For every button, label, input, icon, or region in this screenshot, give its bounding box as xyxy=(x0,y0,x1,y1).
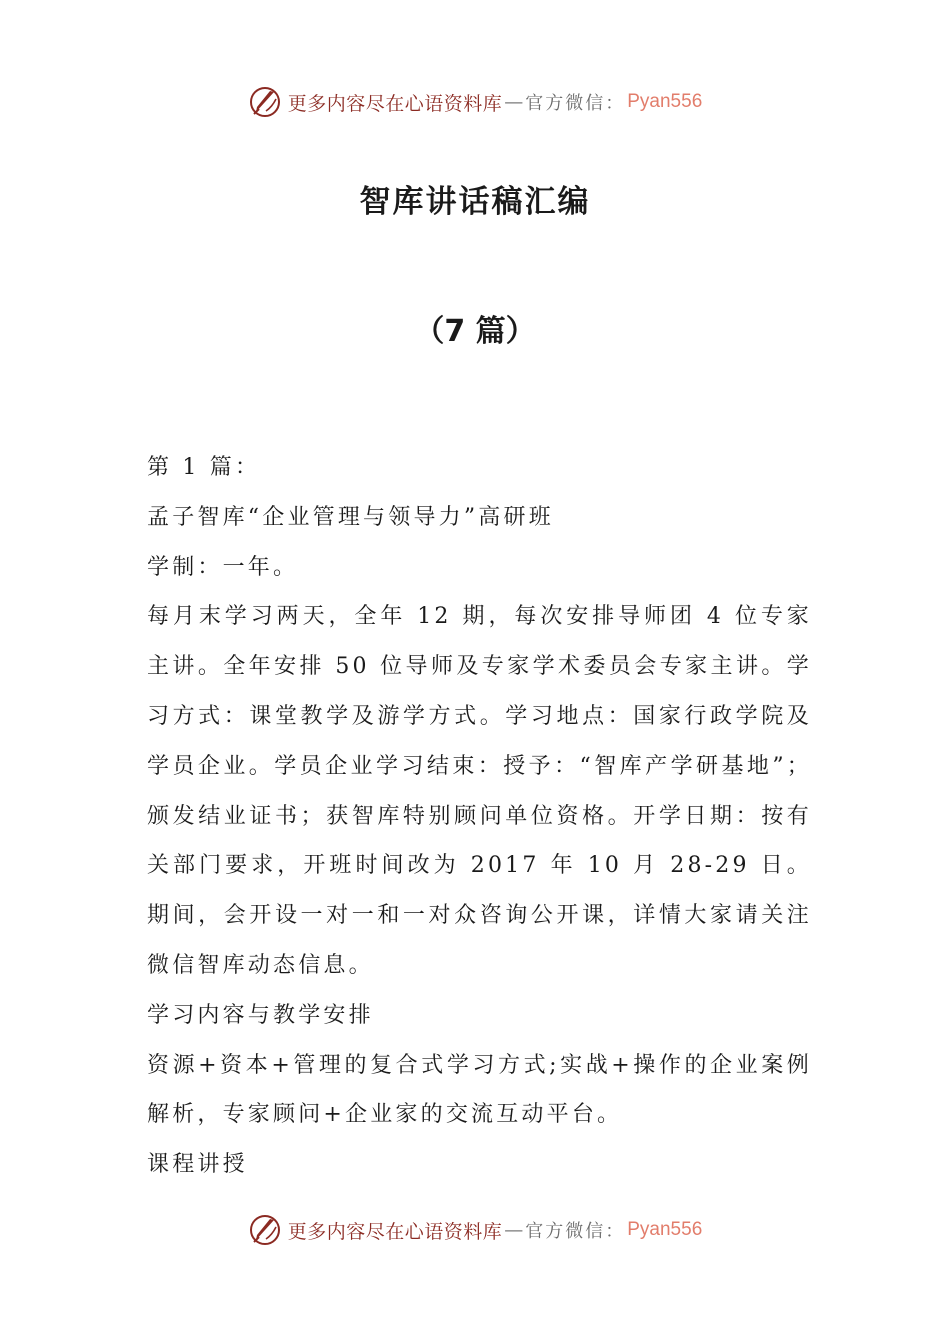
footer-watermark-banner xyxy=(0,1208,950,1252)
paragraph-learning-format: 资源+资本+管理的复合式学习方式;实战+操作的企业案例解析，专家顾问+企业家的交流互动平台。 xyxy=(147,1052,812,1128)
paragraph-content-heading: 学习内容与教学安排 xyxy=(147,1002,374,1028)
banner-brand-text: 更多内容尽在心语资料库 xyxy=(287,1220,503,1243)
paragraph-program-name: 孟子智库“企业管理与领导力”高研班 xyxy=(147,504,554,530)
banner-wechat-id: Pyan556 xyxy=(627,1219,703,1240)
paragraph-course-heading: 课程讲授 xyxy=(147,1152,248,1178)
document-subtitle: （7 篇） xyxy=(414,314,536,349)
banner-separator: — xyxy=(504,91,524,113)
banner-wechat-label: 官方微信： xyxy=(525,93,626,114)
paragraph-chapter-heading: 第 1 篇： xyxy=(147,455,261,480)
document-body xyxy=(147,443,812,1190)
quill-pen-icon xyxy=(248,85,282,119)
banner-wechat-id: Pyan556 xyxy=(627,91,703,112)
banner-brand-text: 更多内容尽在心语资料库 xyxy=(287,92,503,115)
paragraph-program-details: 每月末学习两天，全年 12 期，每次安排导师团 4 位专家主讲。全年安排 50 位导师及专家学术委员会专家主讲。学习方式：课堂教学及游学方式。学习地点：国家行政学院及学员企业。学员企业学习结束：授予：“智库产学研基地”；颁发结业证书；获智库特别顾问单位资格。开学日期：按有关部门要求，开班时间改为 2017 年 10 月 28-29 日。期间，会开设一对一和一对众咨询公开课，详情大家请关注微信智库动态信息。 xyxy=(147,604,812,978)
header-watermark-banner xyxy=(0,80,950,124)
quill-pen-icon xyxy=(248,1213,282,1247)
paragraph-duration: 学制：一年。 xyxy=(147,554,299,580)
banner-separator: — xyxy=(504,1219,524,1241)
banner-wechat-label: 官方微信： xyxy=(525,1221,626,1242)
document-title: 智库讲话稿汇编 xyxy=(359,184,591,220)
